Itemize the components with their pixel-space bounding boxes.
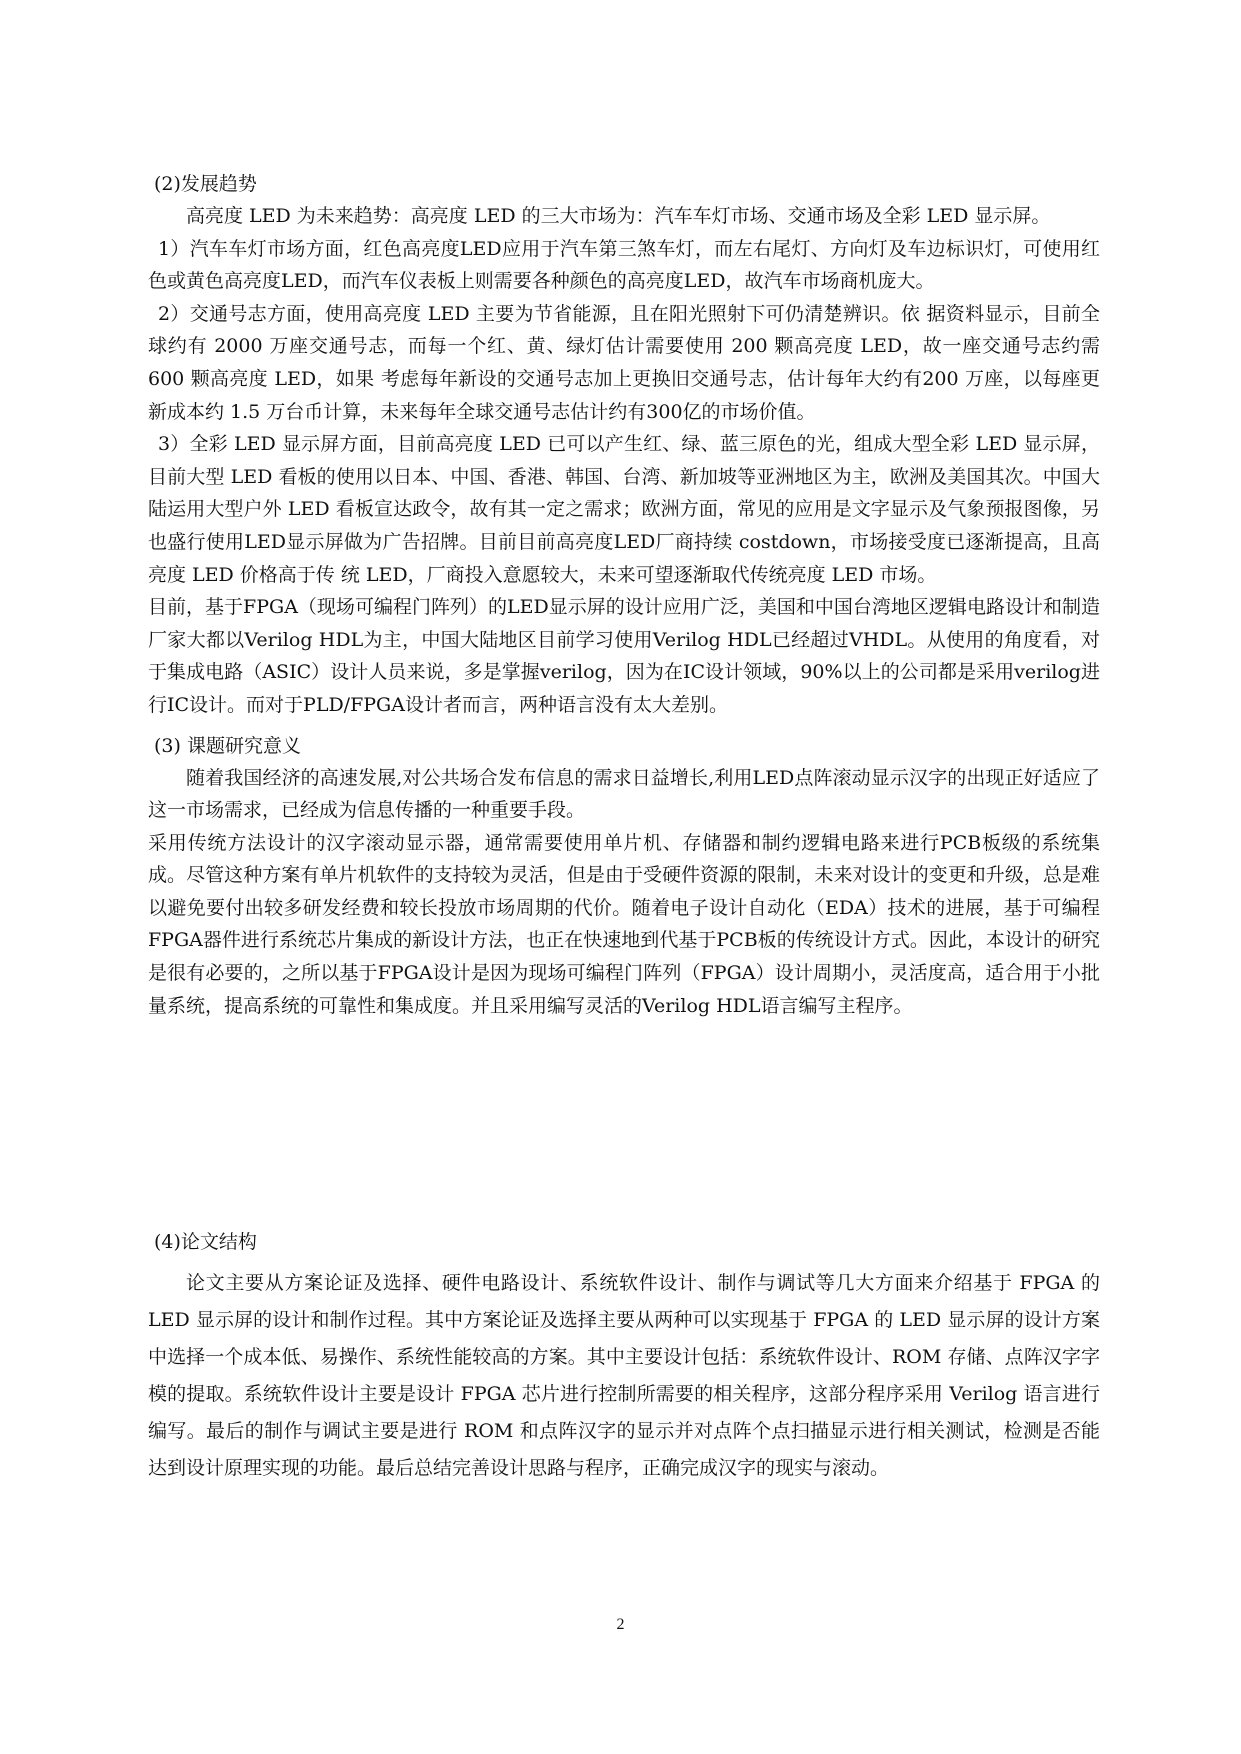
main-content xyxy=(148,168,1100,1022)
section-heading-trends: (2)发展趋势 xyxy=(154,173,257,195)
paragraph-traffic-signs: 2）交通号志方面，使用高亮度 LED 主要为节省能源，且在阳光照射下可仍清楚辨识。依 据资料显示，目前全球约有 2000 万座交通号志，而每一个红、黄、绿灯估计需要使用 200 颗高亮度 LED，故一座交通号志约需 600 颗高亮度 LED，如果 考虑每年新设的交通号志加上更换旧交通号志，估计每年大约有200 万座，以每座更新成本约 1.5 万台币计算，未来每年全球交通号志估计约有300亿的市场价值。 xyxy=(148,302,1100,423)
section-heading-significance: (3) 课题研究意义 xyxy=(154,734,301,757)
paragraph-significance-1: 随着我国经济的高速发展,对公共场合发布信息的需求日益增长,利用LED点阵滚动显示汉字的出现正好适应了这一市场需求，已经成为信息传播的一种重要手段。 xyxy=(148,766,1100,822)
thesis-structure-section xyxy=(148,1225,1100,1487)
paragraph-full-color-display: 3）全彩 LED 显示屏方面，目前高亮度 LED 已可以产生红、绿、蓝三原色的光，组成大型全彩 LED 显示屏，目前大型 LED 看板的使用以日本、中国、香港、韩国、台湾、新加坡等亚洲地区为主，欧洲及美国其次。中国大陆运用大型户外 LED 看板宣达政令，故有其一定之需求；欧洲方面，常见的应用是文字显示及气象预报图像，另也盛行使用LED显示屏做为广告招牌。目前目前高亮度LED厂商持续 costdown，市场接受度已逐渐提高，且高亮度 LED 价格高于传 统 LED，厂商投入意愿较大，未来可望逐渐取代传统亮度 LED 市场。 xyxy=(148,433,1100,586)
section-heading-structure: (4)论文结构 xyxy=(154,1231,257,1253)
paragraph-significance-2: 采用传统方法设计的汉字滚动显示器，通常需要使用单片机、存储器和制约逻辑电路来进行PCB板级的系统集成。尽管这种方案有单片机软件的支持较为灵活，但是由于受硬件资源的限制，未来对设计的变更和升级，总是难以避免要付出较多研发经费和较长投放市场周期的代价。随着电子设计自动化（EDA）技术的进展，基于可编程FPGA器件进行系统芯片集成的新设计方法，也正在快速地到代基于PCB板的传统设计方式。因此，本设计的研究是很有必要的，之所以基于FPGA设计是因为现场可编程门阵列（FPGA）设计周期小，灵活度高，适合用于小批量系统，提高系统的可靠性和集成度。并且采用编写灵活的Verilog HDL语言编写主程序。 xyxy=(148,831,1100,1017)
paragraph-structure: 论文主要从方案论证及选择、硬件电路设计、系统软件设计、制作与调试等几大方面来介绍基于 FPGA 的 LED 显示屏的设计和制作过程。其中方案论证及选择主要从两种可以实现基于 FPGA 的 LED 显示屏的设计方案中选择一个成本低、易操作、系统性能较高的方案。其中主要设计包括：系统软件设计、ROM 存储、点阵汉字字模的提取。系统软件设计主要是设计 FPGA 芯片进行控制所需要的相关程序，这部分程序采用 Verilog 语言进行编写。最后的制作与调试主要是进行 ROM 和点阵汉字的显示并对点阵个点扫描显示进行相关测试，检测是否能达到设计原理实现的功能。最后总结完善设计思路与程序，正确完成汉字的现实与滚动。 xyxy=(148,1272,1100,1479)
paragraph-car-lights: 1）汽车车灯市场方面，红色高亮度LED应用于汽车第三煞车灯，而左右尾灯、方向灯及车边标识灯，可使用红色或黄色高亮度LED，而汽车仪表板上则需要各种颜色的高亮度LED，故汽车市场商机庞大。 xyxy=(148,237,1100,293)
page-number: 2 xyxy=(616,1616,625,1633)
paragraph-fpga-current: 目前，基于FPGA（现场可编程门阵列）的LED显示屏的设计应用广泛，美国和中国台湾地区逻辑电路设计和制造厂家大都以Verilog HDL为主，中国大陆地区目前学习使用Verilog HDL已经超过VHDL。从使用的角度看，对于集成电路（ASIC）设计人员来说，多是掌握verilog，因为在IC设计领域，90%以上的公司都是采用verilog进行IC设计。而对于PLD/FPGA设计者而言，两种语言没有太大差别。 xyxy=(148,596,1100,716)
paragraph-trends-intro: 高亮度 LED 为未来趋势：高亮度 LED 的三大市场为：汽车车灯市场、交通市场及全彩 LED 显示屏。 xyxy=(186,205,1051,227)
